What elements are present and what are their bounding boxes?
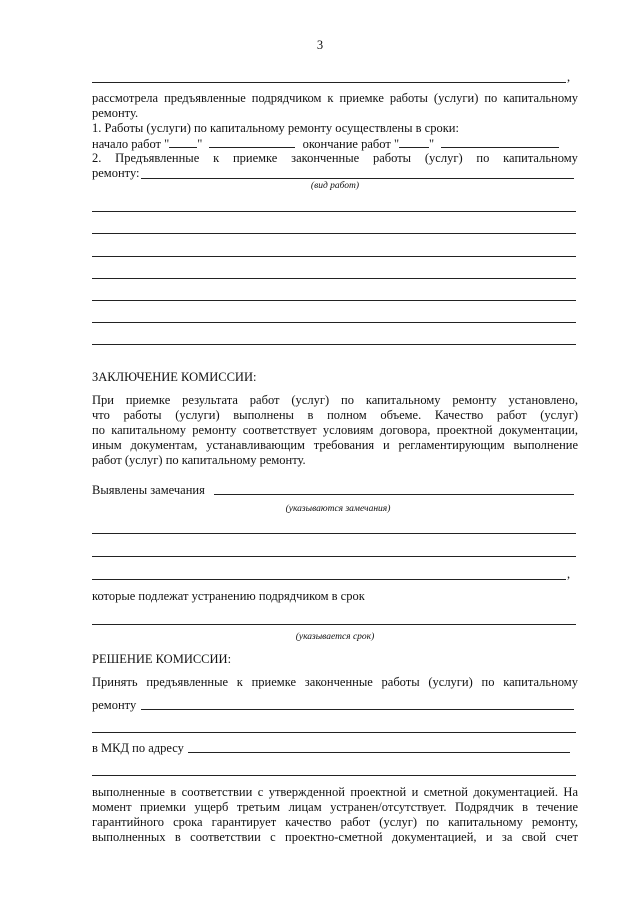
decision-word: к bbox=[236, 675, 243, 689]
end-label: окончание работ " bbox=[302, 137, 400, 151]
blank-line[interactable] bbox=[92, 533, 576, 534]
blank-line[interactable] bbox=[92, 775, 576, 776]
blank-line[interactable] bbox=[92, 233, 576, 234]
blank-line[interactable] bbox=[92, 556, 576, 557]
deadline-caption: (указывается срок) bbox=[295, 632, 375, 642]
work-type-field[interactable] bbox=[141, 178, 574, 179]
decision-word: приемке bbox=[251, 675, 297, 689]
start-label: начало работ " bbox=[92, 137, 170, 151]
blank-line[interactable] bbox=[92, 732, 576, 733]
deadline-text: которые подлежат устранению подрядчиком в срок bbox=[92, 589, 365, 603]
start-quote: " bbox=[197, 137, 203, 151]
address-field[interactable] bbox=[188, 752, 570, 753]
remarks-field[interactable] bbox=[214, 494, 574, 495]
item2-word: (услуг) bbox=[424, 151, 463, 165]
item2-word: работы bbox=[372, 151, 412, 165]
item2-word: капитальному bbox=[503, 151, 578, 165]
final-line: гарантийного срока гарантирует качество работ (услуг) по капитальному ремонту, bbox=[92, 815, 578, 829]
repair-field[interactable] bbox=[141, 709, 574, 710]
item2-line-1 bbox=[92, 151, 578, 166]
decision-word: по bbox=[481, 675, 495, 689]
item2-word: к bbox=[213, 151, 220, 165]
intro-line-1: рассмотрела предъявленные подрядчиком к приемке работы (услуги) по капитальному bbox=[92, 91, 578, 105]
address-label: в МКД по адресу bbox=[92, 741, 184, 755]
conclusion-line: При приемке результата работ (услуг) по капитальному ремонту установлено, bbox=[92, 393, 578, 407]
blank-line[interactable] bbox=[92, 256, 576, 257]
blank-line[interactable] bbox=[92, 278, 576, 279]
end-quote: " bbox=[429, 137, 435, 151]
decision-line-1 bbox=[92, 675, 578, 690]
conclusion-line: иным документам, устанавливающим требования и регламентирующим выполнение bbox=[92, 438, 578, 452]
item2-line-2-label: ремонту: bbox=[92, 166, 140, 180]
blank-line[interactable] bbox=[92, 211, 576, 212]
remarks-comma: , bbox=[567, 567, 571, 581]
item2-word: Предъявленные bbox=[115, 151, 200, 165]
conclusion-line: по капитальному ремонту соответствует условиям договора, проектной документации, bbox=[92, 423, 578, 437]
blank-line[interactable] bbox=[92, 300, 576, 301]
item2-word: по bbox=[476, 151, 490, 165]
end-day-field[interactable] bbox=[399, 136, 429, 148]
item2-word: приемке bbox=[232, 151, 278, 165]
final-line: момент приемки ущерб третьим лицам устранен/отсутствует. Подрядчик в течение bbox=[92, 800, 578, 814]
decision-heading: РЕШЕНИЕ КОМИССИИ: bbox=[92, 652, 232, 666]
end-month-year-field[interactable] bbox=[441, 136, 559, 148]
final-line: выполненные в соответствии с утвержденной проектной и сметной документацией. На bbox=[92, 785, 578, 799]
decision-word: законченные bbox=[304, 675, 373, 689]
item1-text: 1. Работы (услуги) по капитальному ремонту осуществлены в сроки: bbox=[92, 121, 459, 135]
conclusion-last-line: работ (услуг) по капитальному ремонту. bbox=[92, 453, 306, 467]
remarks-label: Выявлены замечания bbox=[92, 483, 205, 497]
final-line: выполненных в соответствии с проектно-сметной документацией, и за свой счет bbox=[92, 830, 578, 844]
start-day-field[interactable] bbox=[169, 136, 197, 148]
work-type-caption: (вид работ) bbox=[310, 181, 360, 191]
commission-fill-line bbox=[92, 82, 566, 83]
deadline-field[interactable] bbox=[92, 624, 576, 625]
start-month-year-field[interactable] bbox=[209, 136, 295, 148]
decision-word: капитальному bbox=[503, 675, 578, 689]
decision-word: Принять bbox=[92, 675, 138, 689]
item2-word: законченные bbox=[291, 151, 360, 165]
decision-word: (услуги) bbox=[428, 675, 473, 689]
blank-line[interactable] bbox=[92, 344, 576, 345]
decision-word: работы bbox=[381, 675, 420, 689]
conclusion-heading: ЗАКЛЮЧЕНИЕ КОМИССИИ: bbox=[92, 370, 257, 384]
item1-dates-row bbox=[92, 136, 559, 152]
decision-word: предъявленные bbox=[146, 675, 229, 689]
item2-word: 2. bbox=[92, 151, 102, 165]
intro-line-2: ремонту. bbox=[92, 106, 139, 120]
conclusion-line: что работы (услуги) выполнены в полном объеме. Качество работ (услуг) bbox=[92, 408, 578, 422]
page-number: 3 bbox=[316, 38, 324, 52]
blank-line[interactable] bbox=[92, 322, 576, 323]
top-comma: , bbox=[567, 70, 571, 84]
blank-line[interactable] bbox=[92, 579, 566, 580]
repair-label: ремонту bbox=[92, 698, 137, 712]
remarks-caption: (указываются замечания) bbox=[285, 504, 391, 514]
